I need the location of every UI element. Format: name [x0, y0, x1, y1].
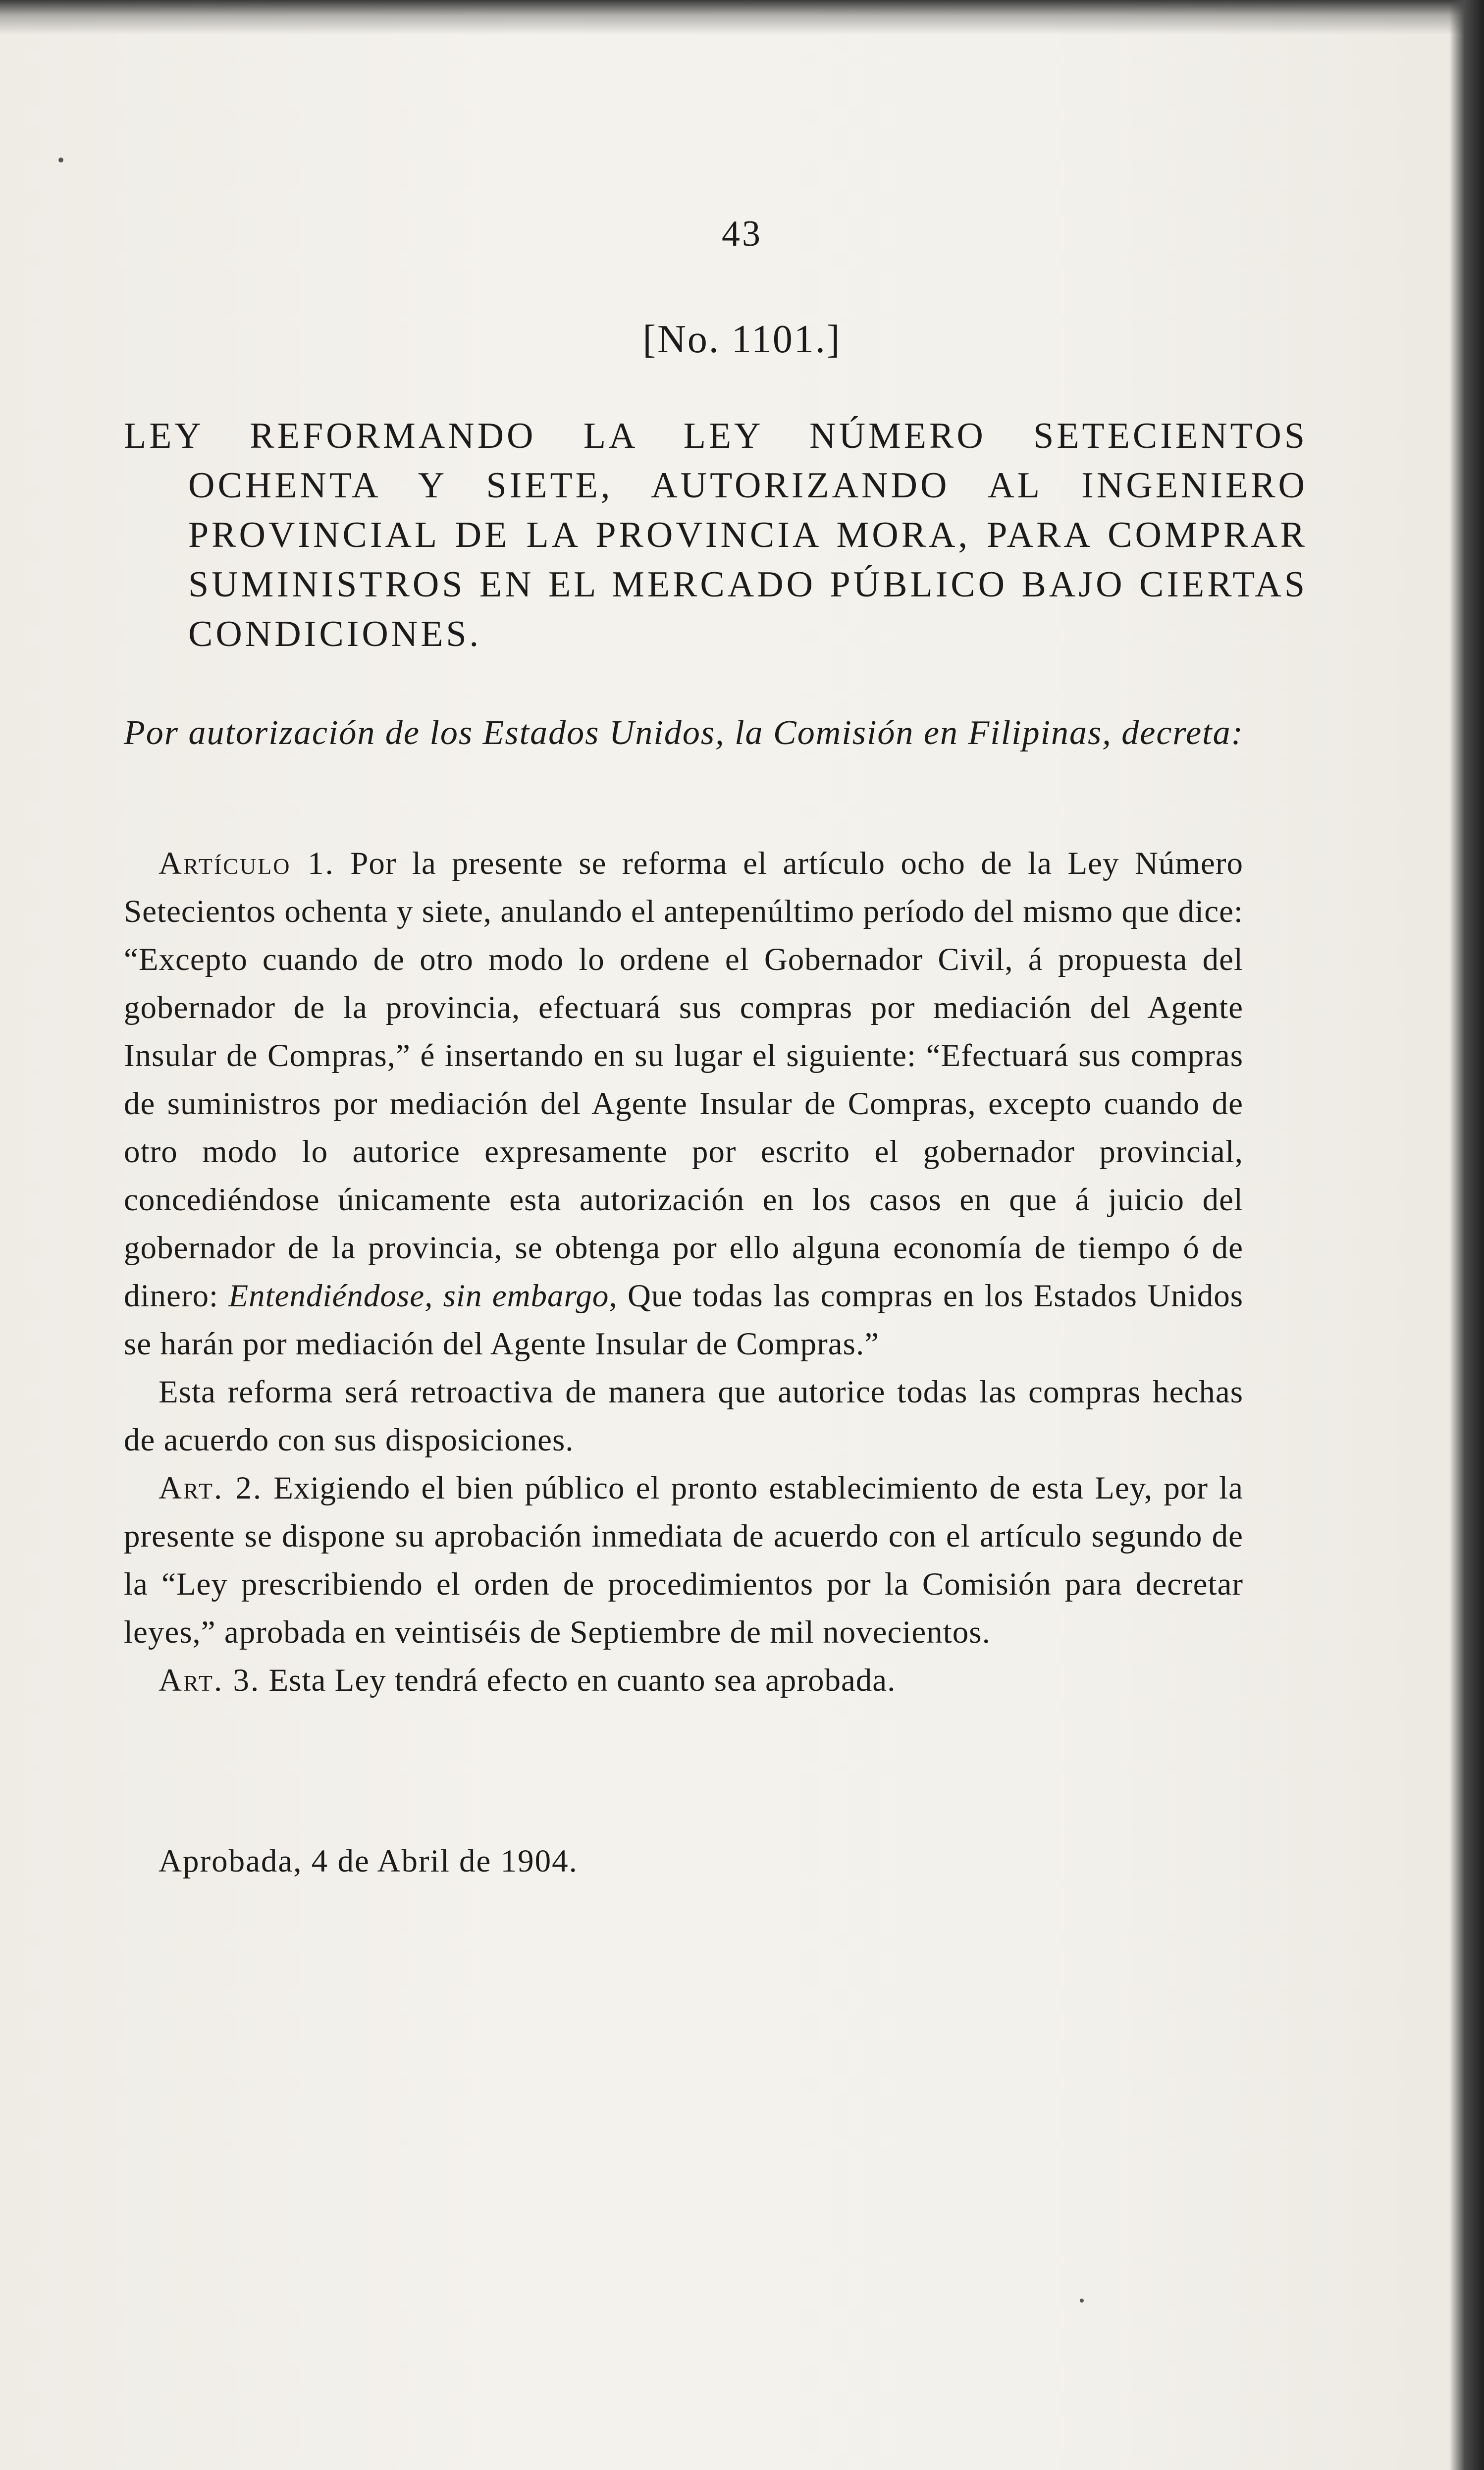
law-number: [No. 1101.]: [642, 318, 842, 361]
law-body: [124, 840, 1243, 1705]
page-number: 43: [722, 214, 762, 254]
article-1-label: Artículo 1.: [159, 846, 335, 881]
article-3-label: Art. 3.: [159, 1663, 261, 1698]
article-1-paragraph: [124, 840, 1243, 1368]
approval-date: Aprobada, 4 de Abril de 1904.: [159, 1843, 578, 1879]
article-2-paragraph: [124, 1464, 1243, 1657]
retroactive-paragraph: Esta reforma será retroactiva de manera que autorice todas las compras hechas de acuerdo con sus disposiciones.: [124, 1374, 1243, 1458]
speck-mark: [1080, 2299, 1084, 2303]
page-right-edge: [1449, 0, 1484, 2470]
speck-mark: [58, 158, 63, 162]
article-2-label: Art. 2.: [159, 1470, 263, 1506]
article-1-proviso: Entendiéndose, sin embargo,: [228, 1278, 618, 1314]
article-2-text: Exigiendo el bien público el pronto establecimiento de esta Ley, por la presente se dispone su aprobación inmediata de acuerdo con el artículo segundo de la “Ley prescribiendo el orden de procedimientos por la Comisión para decretar leyes,” aprobada en veintiséis de Septiembre de mil novecientos.: [124, 1470, 1243, 1650]
law-title: LEY REFORMANDO LA LEY NÚMERO SETECIENTOS OCHENTA Y SIETE, AUTORIZANDO AL INGENIERO PROVINCIAL DE LA PROVINCIA MORA, PARA COMPRAR SUMINISTROS EN EL MERCADO PÚBLICO BAJO CIERTAS CONDICIONES.: [124, 416, 1308, 654]
page-top-shadow: [0, 0, 1484, 35]
article-3-paragraph: [124, 1657, 1243, 1705]
enacting-clause: Por autorización de los Estados Unidos, la Comisión en Filipinas, decreta:: [124, 714, 1244, 752]
article-3-text: Esta Ley tendrá efecto en cuanto sea aprobada.: [268, 1663, 896, 1698]
article-1-text-end: Que todas las compras en los Estados Unidos se harán por mediación del Agente Insular de Compras.”: [124, 1278, 1244, 1362]
article-1-text: Por la presente se reforma el artículo ocho de la Ley Número Setecientos ochenta y siete, anulando el antepenúltimo período del mismo que dice: “Excepto cuando de otro modo lo ordene el Gobernador Civil, á propuesta del gobernador de la provincia, efectuará sus compras por mediación del Agente Insular de Compras,” é insertando en su lugar el siguiente: “Efectuará sus compras de suministros por mediación del Agente Insular de Compras, excepto cuando de otro modo lo autorice expresamente por escrito el gobernador provincial, concediéndose únicamente esta autorización en los casos en que á juicio del gobernador de la provincia, se obtenga por ello alguna economía de tiempo ó de dinero:: [124, 846, 1243, 1314]
